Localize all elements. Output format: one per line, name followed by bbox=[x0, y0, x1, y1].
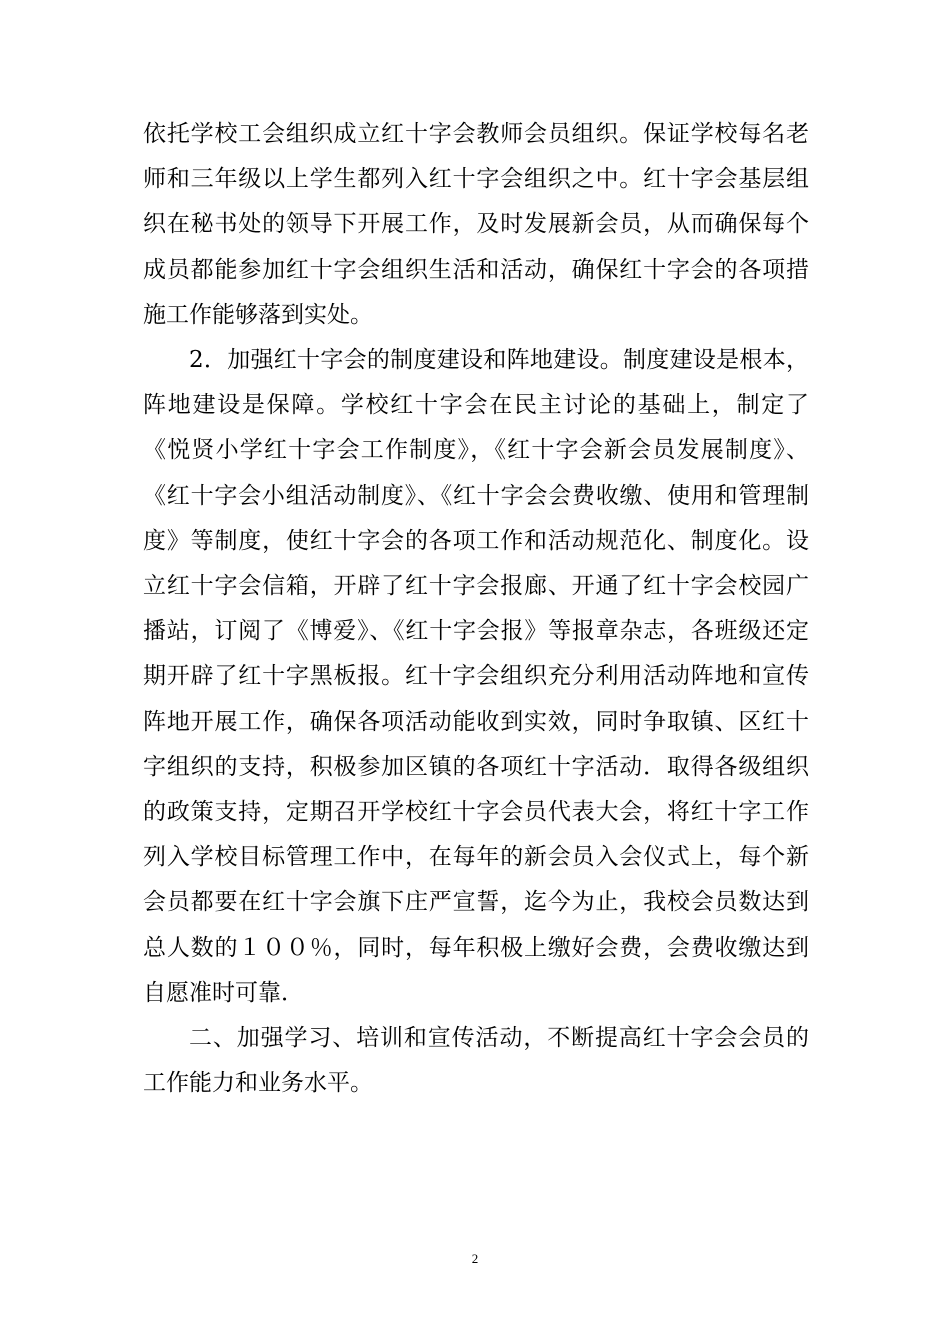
paragraph-system-building: 2．加强红十字会的制度建设和阵地建设。制度建设是根本，阵地建设是保障。学校红十字会在民主讨论的基础上，制定了《悦贤小学红十字会工作制度》，《红十字会新会员发展制度》、《红十字会小组活动制度》、《红十字会会费收缴、使用和管理制度》等制度，使红十字会的各项工作和活动规范化、制度化。设立红十字会信箱，开辟了红十字会报廊、开通了红十字会校园广播站，订阅了《博爱》、《红十字会报》等报章杂志，各班级还定期开辟了红十字黑板报。红十字会组织充分利用活动阵地和宣传阵地开展工作，确保各项活动能收到实效，同时争取镇、区红十字组织的支持，积极参加区镇的各项红十字活动．取得各级组织的政策支持，定期召开学校红十字会员代表大会，将红十字工作列入学校目标管理工作中，在每年的新会员入会仪式上，每个新会员都要在红十字会旗下庄严宣誓，迄今为止，我校会员数达到总人数的１００％，同时，每年积极上缴好会费，会费收缴达到自愿准时可靠． bbox=[143, 347, 809, 1006]
paragraph-training: 二、加强学习、培训和宣传活动，不断提高红十字会会员的工作能力和业务水平。 bbox=[143, 1025, 809, 1097]
page-number: 2 bbox=[471, 1251, 479, 1266]
paragraph-org-structure: 依托学校工会组织成立红十字会教师会员组织。保证学校每名老师和三年级以上学生都列入红十字会组织之中。红十字会基层组织在秘书处的领导下开展工作，及时发展新会员，从而确保每个成员都能参加红十字会组织生活和活动，确保红十字会的各项措施工作能够落到实处。 bbox=[143, 121, 809, 328]
body-text bbox=[143, 112, 809, 1106]
